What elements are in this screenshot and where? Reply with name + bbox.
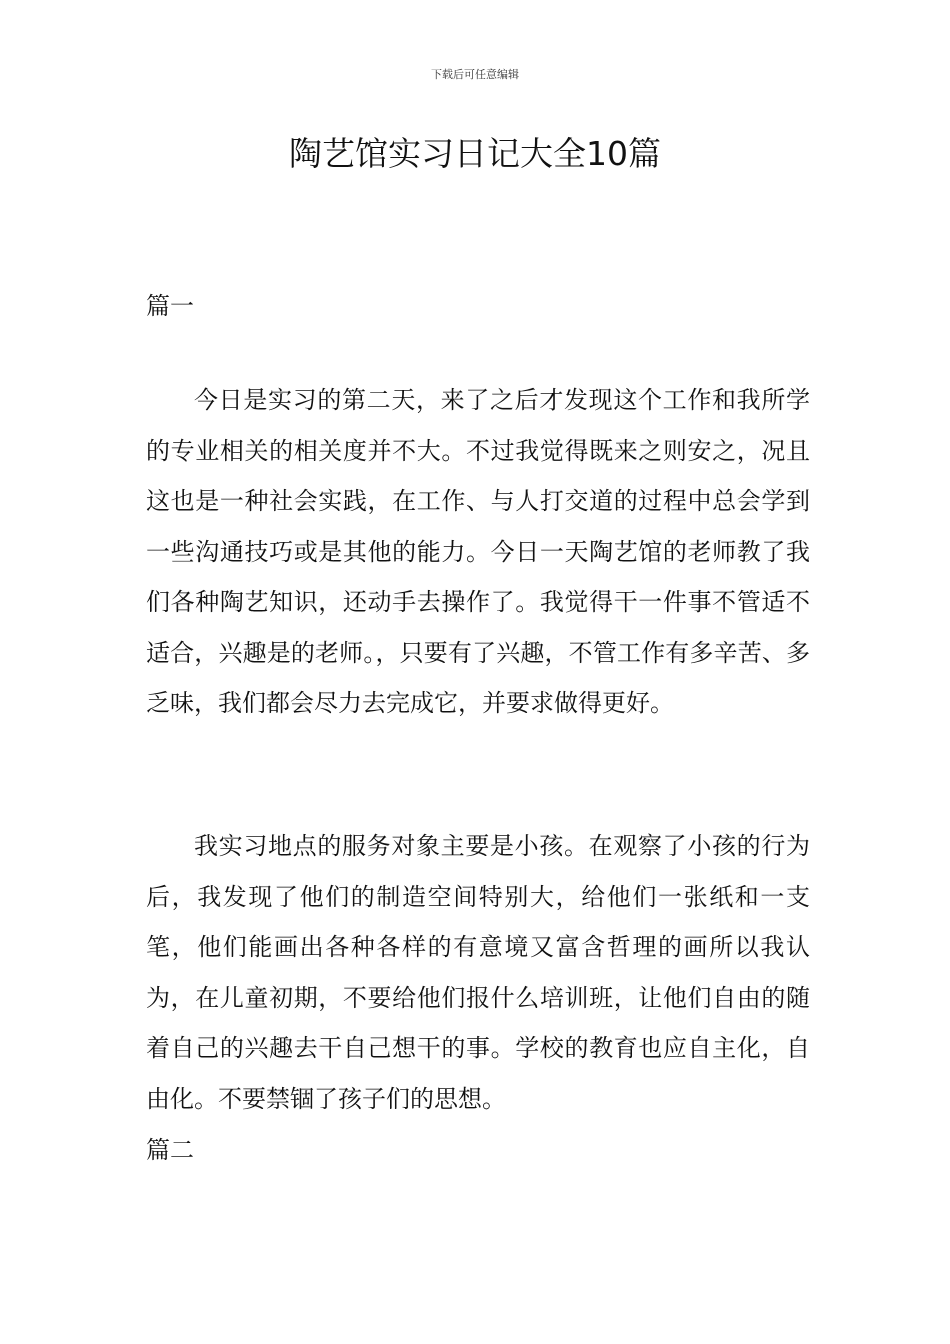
paragraph-1: 今日是实习的第二天，来了之后才发现这个工作和我所学的专业相关的相关度并不大。不过我觉得既来之则安之，况且这也是一种社会实践，在工作、与人打交道的过程中总会学到一些沟通技巧或是其他的能力。今日一天陶艺馆的老师教了我们各种陶艺知识，还动手去操作了。我觉得干一件事不管适不适合，兴趣是的老师。，只要有了兴趣，不管工作有多辛苦、多乏味，我们都会尽力去完成它，并要求做得更好。 [146, 386, 810, 717]
section-heading-2: 篇二 [146, 1136, 194, 1164]
document-title: 陶艺馆实习日记大全10篇 [289, 134, 661, 173]
section-heading-1: 篇一 [146, 292, 194, 320]
paragraph-2: 我实习地点的服务对象主要是小孩。在观察了小孩的行为后，我发现了他们的制造空间特别大，给他们一张纸和一支笔，他们能画出各种各样的有意境又富含哲理的画所以我认为，在儿童初期，不要给他们报什么培训班，让他们自由的随着自己的兴趣去干自己想干的事。学校的教育也应自主化，自由化。不要禁锢了孩子们的思想。 [146, 832, 810, 1113]
header-note: 下载后可任意编辑 [431, 68, 519, 81]
